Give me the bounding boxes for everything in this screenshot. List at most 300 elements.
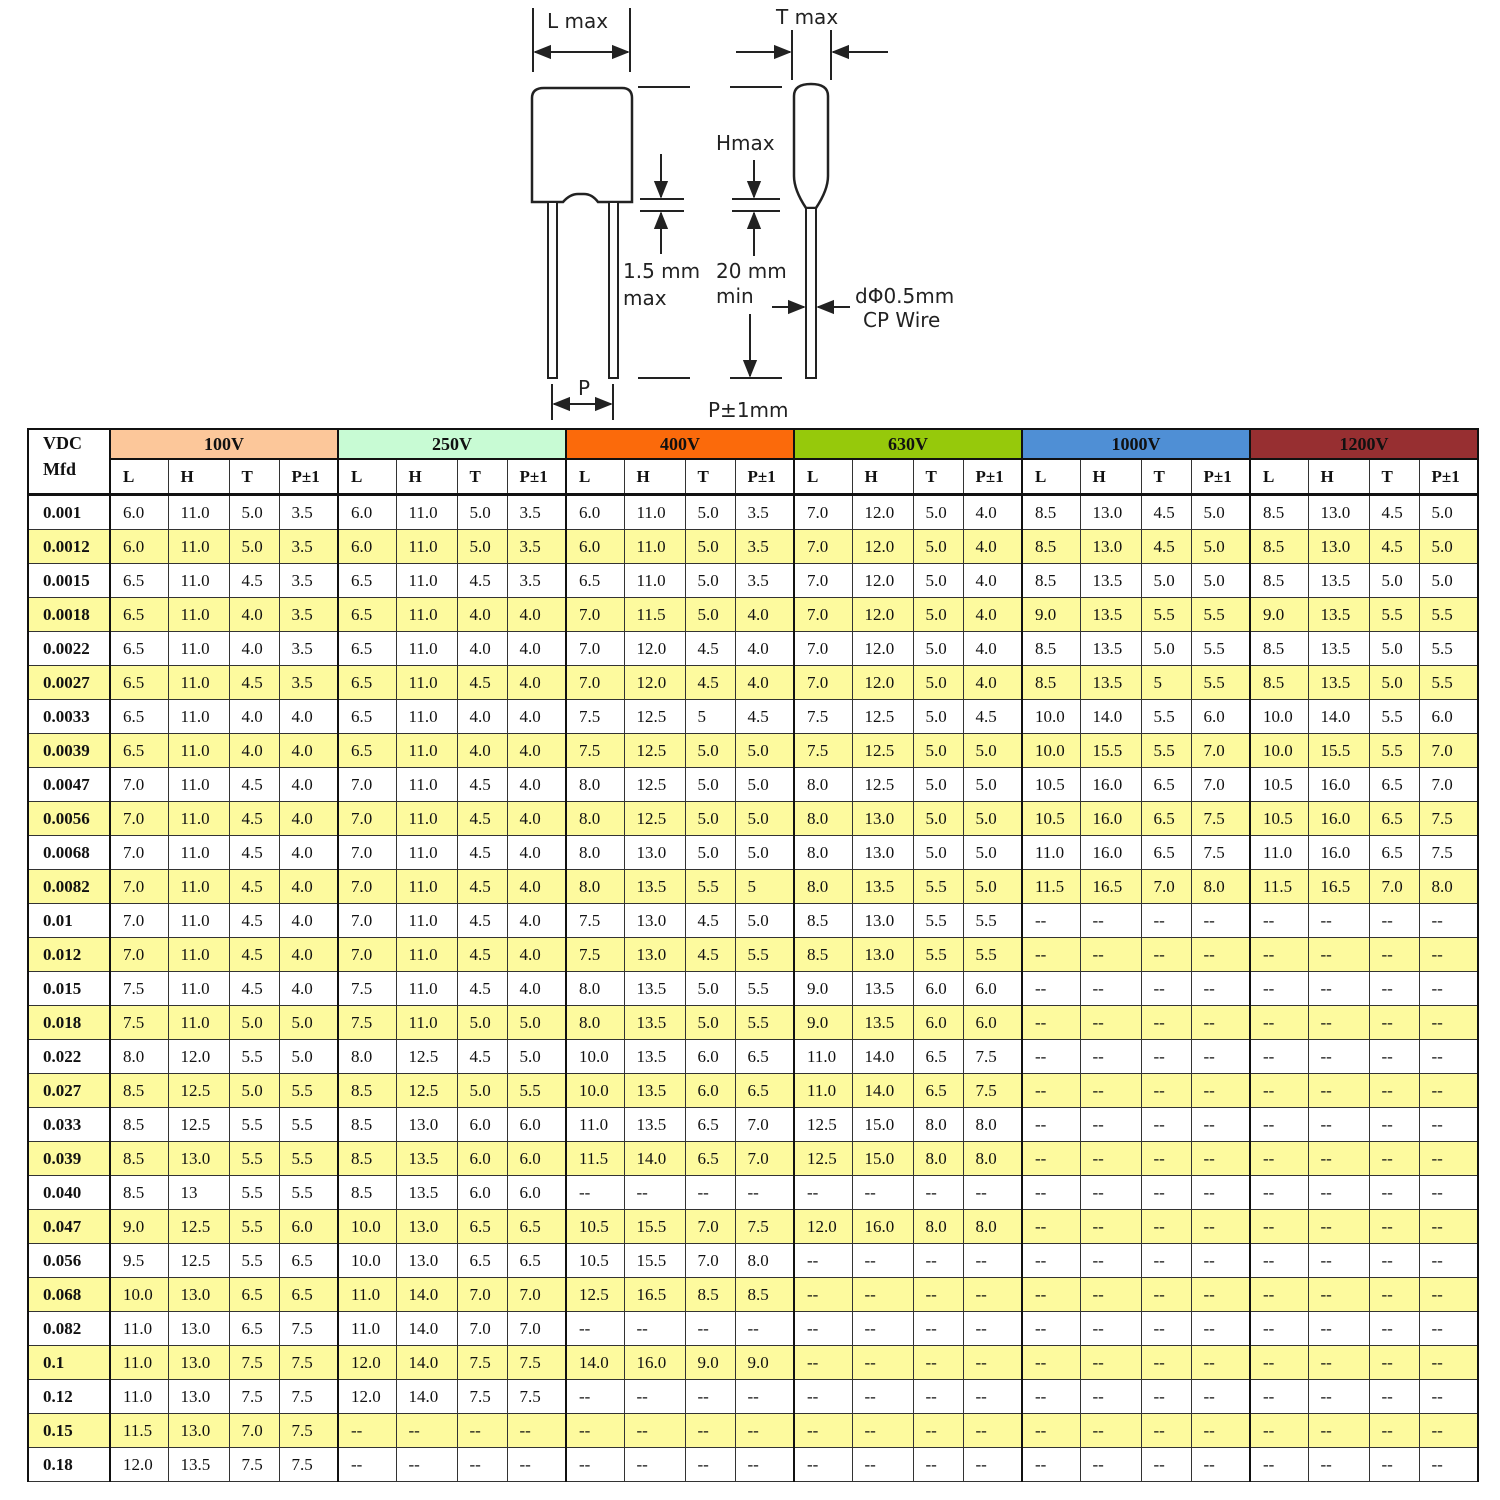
table-body (28, 495, 1478, 1482)
dimension-cell: 5.5 (1369, 700, 1419, 734)
dimension-cell: 6.5 (279, 1278, 338, 1312)
capacitance-cell: 0.0056 (28, 802, 110, 836)
dimension-cell: -- (1369, 1414, 1419, 1448)
dimension-cell: -- (685, 1448, 735, 1482)
dimension-cell: 7.5 (566, 904, 624, 938)
dimension-cell: 5.0 (963, 734, 1022, 768)
dimension-cell: -- (913, 1380, 963, 1414)
dimension-cell: 12.0 (110, 1448, 168, 1482)
dimension-cell: -- (1250, 1040, 1308, 1074)
capacitance-cell: 0.0018 (28, 598, 110, 632)
dimension-cell: -- (1308, 1108, 1369, 1142)
dimension-cell: 7.0 (735, 1142, 794, 1176)
dimension-cell: 7.5 (1419, 836, 1478, 870)
dimension-cell: 4.0 (507, 836, 566, 870)
dimension-cell: 8.0 (963, 1210, 1022, 1244)
dimension-cell: 8.0 (1191, 870, 1250, 904)
dimension-cell: 8.0 (566, 768, 624, 802)
dimension-cell: 4.5 (1369, 530, 1419, 564)
dimension-cell: -- (1419, 1278, 1478, 1312)
dimension-cell: 7.5 (794, 700, 852, 734)
dimension-cell: 7.5 (963, 1040, 1022, 1074)
dimension-cell: 6.0 (566, 495, 624, 530)
dimension-cell: -- (1022, 1312, 1080, 1346)
dimension-cell: 4.0 (507, 938, 566, 972)
dimension-cell: -- (1369, 938, 1419, 972)
dimension-cell: 11.0 (396, 734, 457, 768)
dimension-cell: 13.5 (852, 1006, 913, 1040)
dimension-cell: 3.5 (279, 632, 338, 666)
dimension-cell: 5.0 (229, 1006, 279, 1040)
dimension-cell: -- (1141, 1312, 1191, 1346)
dimension-cell: 11.0 (794, 1040, 852, 1074)
dimension-cell: -- (963, 1244, 1022, 1278)
dimension-cell: 6.5 (1141, 836, 1191, 870)
dimension-cell: 5.5 (279, 1108, 338, 1142)
dimension-cell: 5.0 (913, 564, 963, 598)
dimension-cell: 5.5 (507, 1074, 566, 1108)
dimension-cell: -- (1250, 1448, 1308, 1482)
dimension-cell: -- (913, 1244, 963, 1278)
dimension-cell: 5.5 (913, 938, 963, 972)
dimension-cell: 7.0 (1191, 768, 1250, 802)
dimension-cell: -- (794, 1244, 852, 1278)
dimension-cell: 4.5 (457, 938, 507, 972)
dimension-cell: 4.5 (457, 870, 507, 904)
dimension-cell: 15.5 (1308, 734, 1369, 768)
dimension-cell: 3.5 (735, 495, 794, 530)
dimension-cell: 12.5 (852, 768, 913, 802)
dimension-cell: -- (1369, 1006, 1419, 1040)
dimension-cell: -- (1022, 1380, 1080, 1414)
dimension-cell: 5.5 (1419, 598, 1478, 632)
dimension-cell: 7.0 (794, 666, 852, 700)
dimension-cell: -- (507, 1414, 566, 1448)
dimension-cell: -- (1250, 1346, 1308, 1380)
dimension-cell: 5.0 (229, 495, 279, 530)
dimension-cell: 11.0 (168, 734, 229, 768)
dimension-cell: 9.0 (794, 972, 852, 1006)
dimension-cell: -- (1369, 1278, 1419, 1312)
column-header: H (168, 459, 229, 495)
dimension-cell: -- (852, 1312, 913, 1346)
dimension-cell: 4.5 (229, 564, 279, 598)
dimension-cell: 7.5 (279, 1380, 338, 1414)
dimension-cell: -- (624, 1176, 685, 1210)
dimension-cell: -- (1080, 1278, 1141, 1312)
capacitance-cell: 0.0033 (28, 700, 110, 734)
dimension-cell: 7.0 (110, 802, 168, 836)
voltage-header-250v: 250V (338, 429, 566, 459)
dimension-cell: 13.5 (624, 870, 685, 904)
dimension-cell: 14.0 (1080, 700, 1141, 734)
dimension-cell: 16.5 (1080, 870, 1141, 904)
dimension-cell: 11.0 (168, 666, 229, 700)
dimension-cell: -- (1250, 1108, 1308, 1142)
dimension-cell: 4.5 (229, 972, 279, 1006)
dimension-cell: 11.0 (396, 700, 457, 734)
dimension-cell: -- (1250, 904, 1308, 938)
dimension-cell: 8.5 (735, 1278, 794, 1312)
dimension-cell: 13.0 (168, 1142, 229, 1176)
dimension-cell: 6.0 (110, 530, 168, 564)
dimension-cell: 13.5 (168, 1448, 229, 1482)
dimension-cell: -- (794, 1346, 852, 1380)
dimension-cell: -- (624, 1380, 685, 1414)
dimension-cell: 4.0 (279, 836, 338, 870)
dimension-cell: 6.5 (1369, 836, 1419, 870)
dimension-cell: 11.0 (396, 802, 457, 836)
voltage-header-400v: 400V (566, 429, 794, 459)
dimension-cell: -- (1191, 1312, 1250, 1346)
dimension-cell: -- (794, 1278, 852, 1312)
dimension-cell: -- (1250, 1244, 1308, 1278)
dimension-cell: 8.0 (110, 1040, 168, 1074)
dimension-cell: -- (1308, 1312, 1369, 1346)
dimension-cell: 5.5 (1369, 598, 1419, 632)
dimension-cell: -- (624, 1448, 685, 1482)
dimension-cell: 7.0 (685, 1244, 735, 1278)
dimension-cell: 5 (685, 700, 735, 734)
dimension-cell: -- (913, 1176, 963, 1210)
dimension-cell: 4.0 (279, 802, 338, 836)
dimension-cell: -- (1022, 1040, 1080, 1074)
dimension-cell: 5.5 (1419, 666, 1478, 700)
capacitance-cell: 0.022 (28, 1040, 110, 1074)
dimension-cell: 12.0 (624, 666, 685, 700)
dimension-cell: -- (913, 1346, 963, 1380)
dimension-cell: -- (1419, 904, 1478, 938)
dimension-cell: 11.0 (396, 836, 457, 870)
table-header (28, 429, 1478, 495)
dimension-cell: 5.5 (913, 870, 963, 904)
dimension-cell: 11.0 (624, 495, 685, 530)
dimension-cell: 12.5 (168, 1210, 229, 1244)
dimension-cell: 11.0 (396, 904, 457, 938)
dimension-cell: -- (457, 1414, 507, 1448)
dimension-cell: 11.0 (338, 1278, 396, 1312)
capacitance-cell: 0.0047 (28, 768, 110, 802)
dimension-cell: 7.5 (110, 1006, 168, 1040)
dimension-cell: 6.5 (110, 734, 168, 768)
dimension-cell: 5.5 (1141, 734, 1191, 768)
dimension-cell: -- (1022, 1210, 1080, 1244)
dimension-cell: 10.5 (1250, 768, 1308, 802)
dimension-cell: -- (794, 1312, 852, 1346)
dimension-cell: 7.5 (338, 1006, 396, 1040)
dimension-cell: 4.5 (1141, 530, 1191, 564)
dimension-cell: 7.5 (338, 972, 396, 1006)
dimension-cell: 7.0 (1419, 734, 1478, 768)
dimension-cell: 6.0 (913, 972, 963, 1006)
dimension-cell: 5.5 (229, 1244, 279, 1278)
dimension-cell: -- (852, 1380, 913, 1414)
dimension-cell: 13.0 (168, 1278, 229, 1312)
dimension-cell: 8.5 (338, 1176, 396, 1210)
dimension-cell: -- (1419, 1346, 1478, 1380)
capacitance-cell: 0.0039 (28, 734, 110, 768)
dimension-cell: 8.5 (338, 1108, 396, 1142)
dimension-cell: 10.5 (1250, 802, 1308, 836)
dimension-cell: 11.5 (566, 1142, 624, 1176)
dimension-cell: 6.5 (338, 632, 396, 666)
pitch-label: P (578, 376, 591, 400)
dimension-cell: 6.5 (1141, 768, 1191, 802)
dimension-cell: 12.5 (624, 734, 685, 768)
dimension-cell: -- (735, 1312, 794, 1346)
dimension-cell: -- (852, 1448, 913, 1482)
column-header: H (396, 459, 457, 495)
dimension-cell: -- (1080, 1040, 1141, 1074)
dimension-cell: -- (1369, 1448, 1419, 1482)
dimension-cell: 12.5 (852, 734, 913, 768)
dimension-cell: -- (1022, 1108, 1080, 1142)
dimension-cell: 5.5 (279, 1074, 338, 1108)
dimension-cell: 6.0 (457, 1142, 507, 1176)
dimension-cell: -- (685, 1312, 735, 1346)
dimension-cell: 4.0 (279, 904, 338, 938)
dimension-cell: 6.5 (685, 1142, 735, 1176)
dimension-cell: 11.0 (168, 938, 229, 972)
column-header: L (566, 459, 624, 495)
dimension-cell: 6.5 (566, 564, 624, 598)
dimension-cell: 6.5 (279, 1244, 338, 1278)
dimension-cell: 12.0 (852, 564, 913, 598)
dimension-cell: 5.5 (229, 1142, 279, 1176)
dimension-cell: 5.5 (229, 1040, 279, 1074)
dimension-cell: 13.0 (852, 938, 913, 972)
table-row (28, 1210, 1478, 1244)
dimension-cell: -- (852, 1278, 913, 1312)
dimension-cell: -- (1369, 972, 1419, 1006)
dimension-cell: 13.5 (1080, 564, 1141, 598)
dimension-cell: 11.0 (396, 564, 457, 598)
dimension-cell: -- (1250, 972, 1308, 1006)
dimension-cell: 3.5 (735, 530, 794, 564)
dimension-cell: -- (1080, 1108, 1141, 1142)
dimension-cell: -- (1141, 1448, 1191, 1482)
dimension-cell: 5.0 (913, 734, 963, 768)
dimension-cell: -- (1250, 1210, 1308, 1244)
dimension-cell: -- (1308, 1176, 1369, 1210)
dimension-cell: 6.0 (338, 495, 396, 530)
table-row (28, 1108, 1478, 1142)
dimension-cell: 13.5 (396, 1142, 457, 1176)
dimension-cell: 6.5 (507, 1210, 566, 1244)
dimension-cell: 12.5 (168, 1244, 229, 1278)
dimension-cell: 5.5 (1141, 598, 1191, 632)
dimension-cell: 7.5 (457, 1380, 507, 1414)
capacitance-cell: 0.0027 (28, 666, 110, 700)
dimension-cell: 6.5 (457, 1244, 507, 1278)
dimension-cell: 4.0 (457, 734, 507, 768)
dimension-cell: 13.0 (1308, 530, 1369, 564)
dimension-cell: 5.0 (735, 836, 794, 870)
dimension-cell: 4.0 (507, 802, 566, 836)
dimension-cell: 4.0 (279, 938, 338, 972)
dimension-cell: 7.5 (279, 1414, 338, 1448)
dimension-cell: -- (1141, 938, 1191, 972)
dimension-cell: -- (1191, 1176, 1250, 1210)
dimension-cell: 4.5 (1141, 495, 1191, 530)
dimension-cell: -- (794, 1448, 852, 1482)
dimension-cell: 7.0 (1369, 870, 1419, 904)
dimension-cell: -- (1022, 938, 1080, 972)
dimension-cell: 6.5 (110, 632, 168, 666)
dimension-cell: 6.0 (913, 1006, 963, 1040)
dimension-cell: 8.5 (110, 1142, 168, 1176)
lead-right (609, 202, 618, 378)
dimension-cell: 7.5 (279, 1448, 338, 1482)
dimension-cell: 11.0 (168, 700, 229, 734)
dimension-cell: 4.0 (507, 768, 566, 802)
dimension-cell: 12.5 (624, 768, 685, 802)
capacitance-cell: 0.018 (28, 1006, 110, 1040)
capacitance-cell: 0.0015 (28, 564, 110, 598)
dimension-cell: -- (566, 1448, 624, 1482)
dimension-cell: 11.5 (110, 1414, 168, 1448)
dimension-cell: 7.0 (110, 836, 168, 870)
dimension-cell: 7.0 (338, 904, 396, 938)
dimension-cell: 5.0 (963, 768, 1022, 802)
dimension-cell: 15.5 (1080, 734, 1141, 768)
dimension-cell: -- (1369, 1108, 1419, 1142)
dimension-cell: 4.5 (229, 904, 279, 938)
dimension-cell: 13.0 (1080, 530, 1141, 564)
dimension-cell: 7.0 (507, 1312, 566, 1346)
dimension-cell: 5.5 (963, 938, 1022, 972)
table-row (28, 836, 1478, 870)
dimension-cell: 8.5 (685, 1278, 735, 1312)
dimension-cell: 13.5 (1080, 632, 1141, 666)
capacitance-cell: 0.040 (28, 1176, 110, 1210)
corner-header (28, 429, 110, 495)
dimension-cell: -- (1141, 1278, 1191, 1312)
dimension-cell: 7.5 (229, 1380, 279, 1414)
table-row (28, 972, 1478, 1006)
dimension-cell: 5.0 (685, 1006, 735, 1040)
dimension-cell: 5.0 (1369, 666, 1419, 700)
dimension-cell: 4.0 (735, 632, 794, 666)
dimension-cell: 8.0 (338, 1040, 396, 1074)
dimension-cell: -- (1141, 1210, 1191, 1244)
dimension-cell: 8.0 (913, 1142, 963, 1176)
dimension-cell: 4.5 (457, 768, 507, 802)
dimension-cell: 8.5 (110, 1176, 168, 1210)
dimension-cell: 9.5 (110, 1244, 168, 1278)
dimension-cell: -- (852, 1414, 913, 1448)
dimension-cell: 4.0 (229, 598, 279, 632)
dimension-cell: 13.0 (1080, 495, 1141, 530)
dimension-cell: 10.5 (1022, 768, 1080, 802)
dimension-cell: 11.0 (110, 1380, 168, 1414)
column-header: P±1 (1191, 459, 1250, 495)
dimension-cell: 14.0 (396, 1346, 457, 1380)
dimension-cell: -- (1080, 1346, 1141, 1380)
dimension-cell: 11.0 (168, 632, 229, 666)
dimension-cell: 5.5 (1369, 734, 1419, 768)
dimension-cell: 8.5 (794, 904, 852, 938)
dimension-cell: 7.5 (1419, 802, 1478, 836)
dimension-cell: 8.0 (963, 1108, 1022, 1142)
dimension-cell: 7.5 (566, 938, 624, 972)
table-row (28, 768, 1478, 802)
dimension-cell: 13 (168, 1176, 229, 1210)
table-row (28, 1312, 1478, 1346)
column-header: P±1 (279, 459, 338, 495)
dimension-cell: -- (1308, 938, 1369, 972)
dimension-cell: -- (1308, 1244, 1369, 1278)
dimension-cell: -- (1141, 1346, 1191, 1380)
dimension-cell: 4.0 (735, 598, 794, 632)
dimension-cell: 9.0 (735, 1346, 794, 1380)
dimension-cell: 8.5 (794, 938, 852, 972)
column-header: P±1 (963, 459, 1022, 495)
column-header: T (685, 459, 735, 495)
dimension-cell: 7.0 (794, 530, 852, 564)
dimension-cell: -- (1308, 1210, 1369, 1244)
dimension-cell: 13.0 (852, 904, 913, 938)
dimension-cell: 10.5 (566, 1244, 624, 1278)
dimension-cell: 9.0 (685, 1346, 735, 1380)
dimension-cell: 7.5 (110, 972, 168, 1006)
dimension-cell: -- (1191, 1074, 1250, 1108)
dimension-cell: -- (1369, 1244, 1419, 1278)
dimension-cell: 4.0 (507, 700, 566, 734)
dimension-cell: 13.5 (624, 972, 685, 1006)
dimension-cell: 3.5 (507, 530, 566, 564)
table-row (28, 666, 1478, 700)
capacitance-cell: 0.18 (28, 1448, 110, 1482)
dimension-cell: 4.0 (279, 972, 338, 1006)
column-header: L (110, 459, 168, 495)
dimension-cell: 7.0 (735, 1108, 794, 1142)
column-header: P±1 (1419, 459, 1478, 495)
dimension-cell: -- (1022, 1278, 1080, 1312)
dimension-cell: 11.0 (396, 1006, 457, 1040)
dimension-cell: 7.5 (963, 1074, 1022, 1108)
dimension-cell: -- (1308, 1448, 1369, 1482)
dimension-cell: 8.0 (566, 1006, 624, 1040)
dimension-cell: 7.0 (794, 598, 852, 632)
dimension-cell: 6.0 (338, 530, 396, 564)
dimension-cell: 7.5 (566, 700, 624, 734)
dimension-cell: 8.0 (566, 836, 624, 870)
dimension-cell: 5.0 (913, 768, 963, 802)
column-header: L (338, 459, 396, 495)
table-row (28, 598, 1478, 632)
dimension-cell: -- (913, 1278, 963, 1312)
dimension-cell: 8.5 (110, 1074, 168, 1108)
dimension-cell: -- (1308, 1040, 1369, 1074)
vdc-label: VDC (43, 433, 82, 453)
dimension-cell: 13.0 (168, 1380, 229, 1414)
dimension-cell: 7.0 (110, 938, 168, 972)
dimension-cell: 11.0 (110, 1312, 168, 1346)
dimension-cell: 3.5 (279, 564, 338, 598)
dimension-cell: 7.5 (794, 734, 852, 768)
dimension-cell: -- (1141, 1006, 1191, 1040)
dimension-cell: 12.0 (852, 632, 913, 666)
dimension-cell: 5.0 (685, 734, 735, 768)
dimension-cell: -- (1308, 1142, 1369, 1176)
dimension-cell: -- (1080, 1380, 1141, 1414)
dimension-cell: 5.0 (913, 700, 963, 734)
dimension-cell: 13.0 (396, 1108, 457, 1142)
dimension-cell: -- (1191, 1040, 1250, 1074)
dimension-cell: 16.0 (624, 1346, 685, 1380)
dimension-cell: 7.5 (279, 1312, 338, 1346)
